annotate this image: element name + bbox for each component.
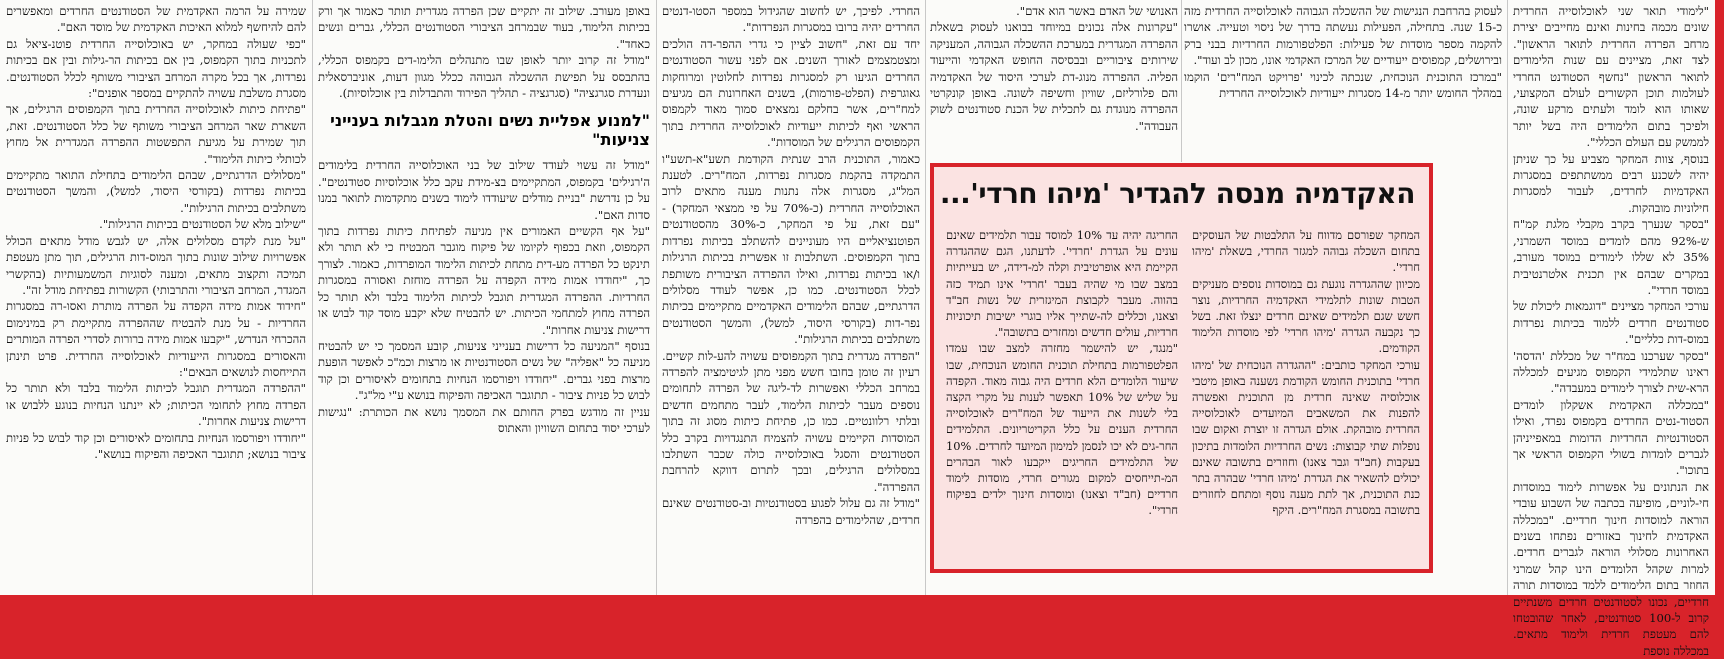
paragraph: "על אף הקשיים האמורים אין מניעה לפתיחת כיתות נפרדות בתוך הקמפוס, וזאת בכפוף לקיומו של פיקוח מוגבר המבטיח כי לא תותר ולא תינקט כל הפרדה מע-דית מתחת לכיתות הלימוד המופרדות, כאמור. לצורך כך, "יחודדו אמות מידה הקפדה על הפרדה מוחזת ואסורה במסגרות החרדיות. ההפרדה המגדרית תוגבל לכיתות הלימוד בלבד ולא תותר כל הפרדה מחוץ למתחמי הכיתות. יש להבטיח שלא יקבע מוסד קוד לבוש או דרישות צניעות אחרות". (318, 224, 650, 337)
paragraph: מכיוון שההגדרה נוגעת גם במוסדות נוספים מעניקים הטבות שונות לתלמידי האקדמיה החרדיות, נוצר חשש שגם תלמידים שאינם חרדים ינצלו זאת. בשל כך נקבעה הגדרה 'מיהו חרדי' לפי מוסדות הלימוד הקודמים. (1192, 276, 1420, 356)
paragraph: עורכי המחקר כותבים: "ההגדרה הנוכחית של 'מיהו חרדי' בתוכנית החומש הקודמת נשענה באופן מיטבי אוכלוסיה שאינה חרדית מן התוכנית ואפשרה להפנות את המשאבים המיועדים לאוכלוסייה החרדית מובהקת. אולם הגדרה זו יוצרת ואקום שבו נופלות שתי קבוצות: נשים החרדיות הלומדות בתיכון בעקבות (חב"ד וגבר צאנו) וחוזרים בתשובה שאינם יכולים להשאיר את הגדרת 'מיהו חרדי' שבהרה בתר כנת התוכנית, אך לתת מענה נוסף ומתחם לחוזרים בתשובה במסגרת המח"רים. היקף (1192, 357, 1420, 518)
article-column-4 (662, 0, 920, 595)
article-column-5 (318, 0, 650, 595)
paragraph: המחקר שפורסם מדווח על התלבטות של העוסקים בתחום השכלה גבוהה למגזר החרדי, בשאלת 'מיהו חרדי'. (1192, 228, 1420, 275)
sidebar-box-title: האקדמיה מנסה להגדיר 'מיהו חרדי'... (939, 177, 1415, 210)
sidebar-box-column-right (1192, 227, 1420, 567)
paragraph: כאמור, התוכנית הרב שנתית הקודמת תשע"א-תשע"ו התמקדה בהקמת מסגרות נפרדות, המח"רים. לטענת המל"ג, מסגרות אלה נתנות מענה מתאים לרוב האוכלוסייה החרדית (כ-70% על פי ממצאי המחקר) - "עם זאת, על פי המחקר, כ-30% מהסטודנטים הפוטנציאליים היו מעוניינים להשתלב בכיתות נפרדות בתוך הקמפוסים. השתלבות זו אפשרית בכיתות הרגילות ו/או בכיתות נפרדות, ואילו ההפרדה הציבורית משותפת לכלל הסטודנטים. כמו כן, אפשר לעודד מסלולים הדרגתיים, שבהם הלימודים האקדמיים מתקיימים בכיתות נפר-דות (בקורסי היסוד, למשל), והמשך הסטודנטים משתלבים בכיתות הרגילות". (662, 151, 920, 347)
paragraph: "עקרונות אלה נכונים במיוחד בבואנו לעסוק בשאלת ההפרדה המגדרית במערכת ההשכלה הגבוהה, המעניקה שירותים ציבוריים ובבסיסה החופש האקדמי והייעוד הפליה. ההפרדה מנוג-דת לערכי היסוד של האקדמיה והם פלורליזם, שוויון וחשיפה לשונה. באופן קונקרטי ההפרדה מנוגדת גם לתכלית של הכנת סטודנטים לשוק העבודה". (930, 20, 1178, 133)
paragraph: "מנגד, יש להישמר מחזרה למצב שבו עמדו הפלטפורמות בתחילת תוכנית החומש הנוכחית, שבו שיעור הלומדים הלא חרדים היה גבוה מאוד. הקפדה על שליש של 10% תאפשר לענות על מקרי הקצה בלי לשנות את הייעוד של המח"רים לאוכלוסייה החרדית הענים על כלל הקריטריונים. התלמידים החר-גים לא יכו לנסמן למימון המיועד לחרדים. 10% של התלמידים החריגים ייקבעו לאור הבהרים המ-תייחסים למקום מגורים חרדי, מוסדות לימוד חרדיים (חב"ד וצאנו) ומוסדות חינוך ילדים בפיקוח חרדי". (946, 341, 1178, 518)
paragraph: "לימודי תואר שני לאוכלוסייה החרדית שונים מכמה בחינות ואינם מחייבים יצירת מרחב הפרדה החרדית לתואר הראשון". לצד זאת, מציינים עם שנות הלימודים לתואר הראשון "נחשף הסטודנט החרדי לעולמות תוכן הקשורים לעולם המקצועי, שאותו הוא לומד ולעתים מרקע שונה, ולפיכך בתום הלימודים היה בשל יותר לממשק עם העולם הכללי". (1513, 4, 1709, 150)
article-column-6 (6, 0, 306, 595)
column-divider (312, 0, 313, 595)
paragraph: עורכי המחקר מציינים "דוגמאות ליכולת של סטודנטים חרדים ללמוד בכיתות נפרדות במוס-דות כלליים". (1513, 299, 1709, 347)
paragraph: "בסקר שערכנו במח"ר של מכללת 'הדסה' ראינו שתלמידי הקמפוס מגיעים למכללה הרא-שית לצורך לימודים במעבדה". (1513, 348, 1709, 396)
article-column-1 (1513, 0, 1709, 658)
column-divider (1507, 0, 1508, 595)
section-subheading: "למנוע אפליית נשים והטלת מגבלות בענייני צניעות" (330, 111, 650, 150)
paragraph: "במכללה האקדמית אשקלון לומדים הסטוד-נטים החרדים בקמפוס נפרד, ואילו הסטודנטיות החרדיות הדומות במאפייניהן לגברים לומדות בשולי הקמפוס הראשי אך בתוכו". (1513, 397, 1709, 478)
paragraph: "מסלולים הדרגתיים, שבהם הלימודים בתחילת התואר מתקיימים בכיתות נפרדות (בקורסי היסוד, למשל), והמשך הסטודנטים משתלבים בכיתות הרגילות". (6, 168, 306, 215)
paragraph: "פתיחת כיתות לאוכלוסייה החרדית בתוך הקמפוסים הרגילים, אך השארת שאר המרחב הציבורי משותף של כלל הסטודנטים. זאת, תוך שמירת על מגיעת התפשטות ההפרדה המגדרית אל מחוץ לכותלי כיתות הלימוד". (6, 102, 306, 166)
paragraph: "ההפרדה המגדרית תוגבל לכיתות הלימוד בלבד ולא תותר כל הפרדה מחוץ לתחומי הכיתות; לא יינתנו הנחיות בנוגע ללבוש או דרישות צניעות אחרות". (6, 381, 306, 429)
paragraph: האנושי של האדם באשר הוא אדם". (1016, 4, 1178, 18)
paragraph: "חידוד אמות מידה הקפדה על הפרדה מותרת ואסו-רה במסגרות החרדיות - על מנת להבטיח שההפרדה מתקיימת רק במינימום ההכרחי הנדרש, "יקבעו אמות מידה ברורות לסדרי הפרדה המותרים והאסורים במסגרות הייעודיות לאוכלוסייה החרדית. פרט תינתן התייחסות לנושאים הבאים": (6, 299, 306, 379)
paragraph: "שילוב מלא של הסטודנטים בכיתות הרגילות". (99, 217, 306, 232)
sidebar-box-column-left (946, 227, 1178, 567)
paragraph: בנוסף, צוות המחקר מצביע על כך שניתן יהיה לשכנע רבים ממשתתפים במסגרות האקדמיות לחרדים, לעבור למסגרות חילוניות מובהקות. (1513, 151, 1709, 215)
paragraph: שמירה על הרמה האקדמית של הסטודנטים החרדים ומאפשרים להם להיחשף למלוא האיכות האקדמית של מוסד האם". (6, 4, 306, 35)
paragraph: החרדי. לפיכך, יש לחשוב שהגידול במספר הסטו-דנטים החרדים יהיה ברובו במסגרות הנפרדות". (662, 4, 920, 35)
paragraph: בנוסף "המניעה כל דרישות בענייני צניעות, קובע המסמך כי יש להבטיח מניעה כל "אפליה" של נשים הסטודנטיות או מרצות וכמ"כ לאפשר הופעת מרצות בפני גברים. "יחודדו ויפורסמו הנחיות בתחומים לאיסורים וכן קוד לבוש כל פניות ציבור - תתוגבר האכיפה והפיקוח בנושא ע"י מל"ג". (318, 338, 650, 403)
paragraph: יחד עם זאת, "חשוב לציין כי גדרי ההפר-דה הולכים ומצטמצמים לאורך השנים. אם לפני עשור הסטודנטים החרדים הגיעו רק למסגרות נפרדות לחלוטין ומרוחקות גאוגרפית (הפלט-פורמות), בשנים האחרונות הם מגיעים למח"רים, אשר בחלקם נמצאים סמוך מאוד לקמפוס הראשי ואף לכיתות ייעודיות לאוכלוסייה החרדית בתוך הקמפוסים הרגילים של המוסדות". (662, 36, 920, 150)
column-divider (656, 0, 657, 595)
paragraph: "יחודדו ויפורסמו הנחיות בתחומים לאיסורים וכן קוד לבוש כל פניות ציבור בנושא; תתוגבר האכיפה והפיקוח בנושא". (6, 430, 306, 461)
sidebar-box (930, 163, 1433, 573)
column-divider (1181, 0, 1182, 162)
paragraph: לעסוק בהרחבת הנגישות של ההשכלה הגבוהה לאוכלוסייה החרדית מזה כ-15 שנה. בתחילה, הפעילות נעשתה בדרך של ניסוי וטעייה. אושרו להקמה מספר מוסדות של פעילות: הפלטפורמות החרדיות בבני ברק ובירושלים, קמפוסים ייעודיים של המרכז האקדמי אונו, מכון לב ועוד". (1184, 4, 1502, 68)
paragraph: "בסקר שנערך בקרב מקבלי מלגת קמ"ח ש-92% מהם לומדים במוסד השמרני, 35% לא שללו לימודים במוסד מעורב, במקרים שבהם אין תכנית אלטרנטיבית במוסד חרדי". (1513, 217, 1709, 297)
paragraph: באופן מעורב. שילוב זה יתקיים שכן הפרדה מגדרית תותר כאמור אך ורק בכיתות הלימוד, בעוד שבמרחב הציבורי הסטודנטים הכללי, גברים ונשים כאחד". (318, 4, 650, 51)
paragraph: "כפי שעולה במחקר, יש באוכלוסייה החרדית פוטנ-ציאל גם לתכניות בתוך הקמפוס, בין אם בכיתות הר-גילות ובין אם בכיתות נפרדות, אך בכל מקרה המרחב הציבורי משותף לכלל הסטודנטים. מסגרת משלבת עשויה להתקיים במספר אופנים": (6, 36, 306, 101)
paragraph: "מודל זה קרוב יותר לאופן שבו מתנהלים הלימו-דים בקמפוס הכללי, בהתבסס על תפישת ההשכלה הגבוהה ככלל מגוון דעות, אוניברסאלית ונעדרת סגרגציה" (סגרגציה - תהליך הפירוד והתבדלות בין אוכלוסיות). (318, 53, 650, 101)
paragraph: "מודל זה עשוי לעודד שילוב של בני האוכלוסייה החרדית בלימודים ה'רגילים' בקמפוס, המתקיימים בצ-מידת עקב כלל אוכלוסיות סטודנטים". על כן נדרשת "בניית מודלים שיעודדו לימוד בשנים מתקדמות לתואר במנו סדות האם". (318, 158, 650, 222)
article-column-3 (930, 0, 1178, 165)
paragraph: את הנתונים על אפשרות לימוד במוסדות חי-לוניים, מופיעה בכתבה של השבוע עובדי הוראה למוסדות חינוך חרדיים. "במכללה האקדמית לחינוך באזורים נפתחו בשנים האחרונות מסלולי הוראה לגברים חרדים. למרות שקהל הלומדים הינו קהל שמרני החוזר בתום הלימודים ללמד במוסדות תורה חרדיים, נכונו לסטודנטים חרדים משנתיים קרוב ל-100 סטודנטים, לאחר שהובטחו להם מעטפת חרדית ולימוד מתאים. במכללה נוספת (1513, 479, 1709, 658)
paragraph: "הפרדה מגדרית בתוך הקמפוסים עשויה להע-לות קשיים. רעיון זה טומן בחובו חשש מפני מתן לגיטימציה להפרדה במרחב הכללי ואפשרות לד-ליגה של הפרדה לתחומים נוספים מעבר לכיתות הלימוד, לעבר מתחמים חדשים ובלתי רלוונטיים. כמו כן, פתיחת כיתות מסוג זה בתוך המוסדות הקיימים עשויה להצמיח התנגדויות בקרב כלל הסטודנטים והסגל באוכלוסייה כולה שכבר השתלבו במסלולים הרגילים, ובכך לתרום דווקא להרחבת ההפרדה". (662, 348, 920, 494)
paragraph: החריגה יהיה עד 10% למוסד עבור תלמידים שאינם עונים על הגדרת 'חרדי'. לדעתנו, הגם שההגדרה הקיימת היא אופרטיבית וקלה למ-דידה, יש בעייתיות במצב שבו מי שהיה בעבר 'חרדי' אינו תמיד כזה בהווה. מעבר לקבוצת המיגזרית של נשות חב"ד וצאנו, וכללים לה-שתייך אליו בוגרי ישיבות תיכוניות חרדיות, עולים חדשים ומחזרים בתשובה". (946, 228, 1178, 340)
article-column-2 (1184, 0, 1502, 165)
column-divider (925, 0, 926, 595)
paragraph: "במרכז התוכנית הנוכחית, שנכתה לכינוי 'פרויקט המח"רים' הוקמו במהלך החומש יותר מ-14 מסגרות ייעודיות לאוכלוסייה החרדית (1184, 69, 1502, 101)
paragraph: "על מנת לקדם מסלולים אלה, יש לגבש מודל מתאים הכולל אפשרויות שילוב שונות בתוך המוס-דות הרגילים, תוך מתן מעטפת תמיכה ותקצוב מתאים, ומענה לסוגיות המשמעותיות (בהקשרי המגדר, המרחב הציבורי והתרבותי) הקשורות בפתיחת מודל זה". (6, 233, 306, 297)
paragraph: "מודל זה גם עלול לפגוע בסטודנטיות וב-סטודנטים שאינם חרדים, שהלימודים בהפרדה (662, 496, 920, 527)
paragraph: עניין זה מודגש בפרק החותם את המסמך נושא את הכותרת: "נגישות לערכי יסוד בתחום השוויון והאתוס (318, 404, 650, 435)
